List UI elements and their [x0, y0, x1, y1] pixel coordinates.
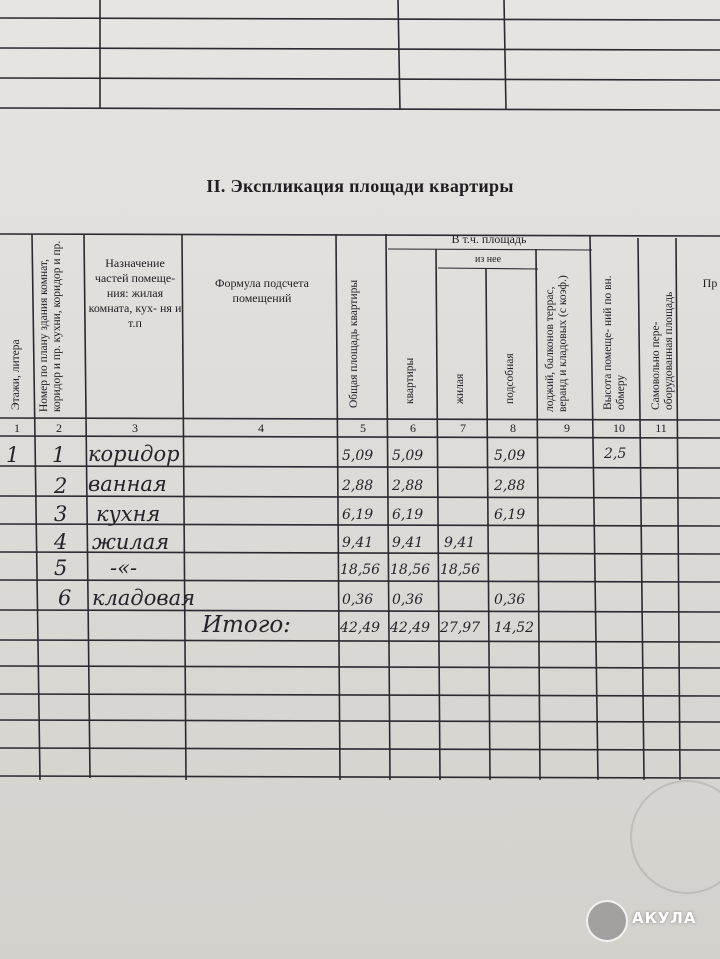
- total-aux-area: 14,52: [494, 620, 535, 636]
- column-number: 11: [655, 421, 667, 435]
- row-total-area: 18,56: [340, 562, 381, 578]
- row-living-area: 9,41: [444, 535, 476, 551]
- row-living-area: 18,56: [440, 562, 481, 578]
- row-flat-area: 5,09: [392, 448, 424, 464]
- header-balconies: лоджий, балконов террас, веранд и кладовых (с коэф.): [544, 275, 569, 412]
- row-number: 4: [54, 530, 68, 554]
- header-partial: Пр: [702, 276, 718, 290]
- row-flat-area: 2,88: [392, 478, 424, 494]
- row-flat-area: 6,19: [392, 507, 424, 523]
- shark-logo-icon: [586, 900, 628, 942]
- row-room-name: жилая: [92, 530, 170, 554]
- header-flat: квартиры: [404, 357, 416, 404]
- row-room-name: ванная: [88, 472, 167, 496]
- header-purpose: Назначение частей помеще- ния: жилая комната, кух- ня и т.п: [88, 256, 182, 330]
- column-number: 1: [14, 421, 20, 435]
- row-total-area: 6,19: [342, 507, 374, 523]
- row-height: 2,5: [604, 446, 627, 462]
- column-number: 4: [258, 421, 264, 435]
- row-number: 5: [54, 556, 68, 580]
- header-formula: Формула подсчета помещений: [214, 276, 310, 305]
- column-number: 5: [360, 421, 366, 435]
- column-number: 8: [510, 421, 516, 435]
- row-number: 3: [54, 502, 68, 526]
- header-total-area: Общая площадь квартиры: [348, 279, 360, 408]
- row-room-name: кладовая: [92, 586, 196, 610]
- row-room-name: кухня: [96, 502, 161, 526]
- header-unauthorized: Самовольно пере- оборудованная площадь: [650, 291, 675, 410]
- row-floor: 1: [6, 443, 20, 467]
- column-number: 7: [460, 421, 466, 435]
- row-flat-area: 18,56: [390, 562, 431, 578]
- header-room-number: Номер по плану здания комнат, коридор и пр. кухни, коридор и пр.: [38, 240, 63, 412]
- column-number: 3: [132, 421, 138, 435]
- row-aux-area: 5,09: [494, 448, 526, 464]
- column-number: 9: [564, 421, 570, 435]
- row-number: 2: [54, 474, 68, 498]
- header-group-including: В т.ч. площадь: [451, 232, 527, 246]
- row-room-name: -«-: [110, 556, 138, 580]
- total-label: Итого:: [202, 612, 291, 638]
- column-number: 2: [56, 421, 62, 435]
- header-height: Высота помеще- ний по вн. обмеру: [602, 275, 627, 410]
- total-living-area: 27,97: [440, 620, 481, 636]
- row-aux-area: 0,36: [494, 592, 526, 608]
- column-number: 10: [613, 421, 625, 435]
- watermark: [586, 900, 716, 942]
- row-number: 1: [52, 443, 66, 467]
- header-floor: Этажи, литера: [10, 339, 22, 410]
- header-living: жилая: [454, 373, 466, 404]
- row-aux-area: 2,88: [494, 478, 526, 494]
- row-flat-area: 0,36: [392, 592, 424, 608]
- row-room-name: коридор: [88, 442, 180, 466]
- row-flat-area: 9,41: [392, 535, 424, 551]
- header-auxiliary: подсобная: [504, 353, 516, 404]
- row-number: 6: [58, 586, 72, 610]
- column-number: 6: [410, 421, 416, 435]
- row-aux-area: 6,19: [494, 507, 526, 523]
- watermark-brand: АКУЛА: [632, 909, 697, 927]
- row-total-area: 0,36: [342, 592, 374, 608]
- total-flat-area: 42,49: [390, 620, 431, 636]
- page-title: II. Экспликация площади квартиры: [206, 176, 514, 196]
- total-area: 42,49: [340, 620, 381, 636]
- row-total-area: 5,09: [342, 448, 374, 464]
- row-total-area: 9,41: [342, 535, 374, 551]
- header-group-of-which: из нее: [474, 254, 502, 265]
- row-total-area: 2,88: [342, 478, 374, 494]
